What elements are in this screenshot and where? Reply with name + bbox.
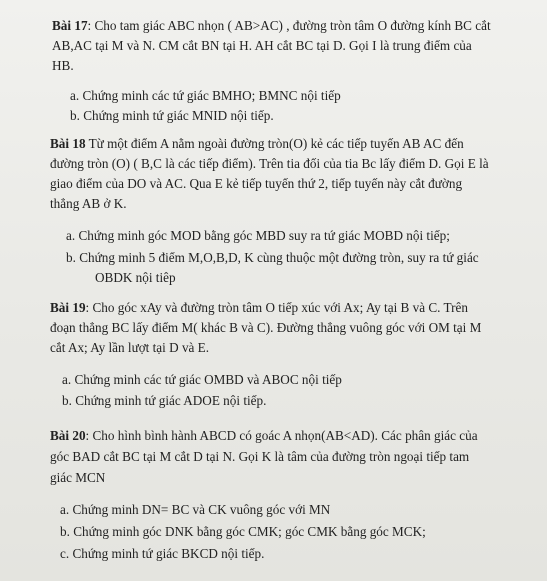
problem-20-line-2: góc BAD cắt BC tại M cắt D tại N. Gọi K là tâm của đường tròn ngoại tiếp tam — [50, 449, 470, 464]
problem-19-item-a: a. Chứng minh các tứ giác OMBD và ABOC nội tiếp — [62, 372, 342, 387]
problem-17-line-1: Bài 17: Cho tam giác ABC nhọn ( AB>AC) , đường tròn tâm O đường kính BC cắt — [52, 18, 491, 33]
problem-17-item-b: b. Chứng minh tứ giác MNID nội tiếp. — [70, 108, 274, 123]
problem-20-line-1: Bài 20: Cho hình bình hành ABCD có goác A nhọn(AB<AD). Các phân giác của — [50, 428, 478, 443]
problem-18-line-4: thẳng AB ở K. — [50, 196, 127, 211]
problem-20-line-3: giác MCN — [50, 470, 106, 485]
problem-19-line-3: cắt Ax; Ay lần lượt tại D và E. — [50, 340, 210, 355]
problem-19-item-b: b. Chứng minh tứ giác ADOE nội tiếp. — [62, 393, 267, 408]
problem-18-item-b: b. Chứng minh 5 điểm M,O,B,D, K cùng thuộc một đường tròn, suy ra tứ giác — [66, 250, 479, 265]
problem-18-item-a: a. Chứng minh góc MOD bằng góc MBD suy ra tứ giác MOBD nội tiếp; — [66, 228, 450, 243]
problem-19-title: Bài 19 — [50, 300, 86, 315]
problem-19-line-2: đoạn thẳng BC lấy điểm M( khác B và C). Đường thẳng vuông góc với OM tại M — [50, 320, 482, 335]
problem-20-item-b: b. Chứng minh góc DNK bằng góc CMK; góc CMK bằng góc MCK; — [60, 524, 426, 539]
problem-17-line-2: AB,AC tại M và N. CM cắt BN tại H. AH cắt BC tại D. Gọi I là trung điểm của — [52, 38, 472, 53]
problem-17-item-a: a. Chứng minh các tứ giác BMHO; BMNC nội tiếp — [70, 88, 341, 103]
problem-20-item-c: c. Chứng minh tứ giác BKCD nội tiếp. — [60, 546, 265, 561]
problem-18-line-2: đường tròn (O) ( B,C là các tiếp điểm). Trên tia đối của tia Bc lấy điểm D. Gọi E là — [50, 156, 489, 171]
problem-18-title: Bài 18 — [50, 136, 86, 151]
problem-19-line-1: Bài 19: Cho góc xAy và đường tròn tâm O tiếp xúc với Ax; Ay tại B và C. Trên — [50, 300, 468, 315]
problem-18-line-3: giao điểm của DO và AC. Qua E kẻ tiếp tuyến thứ 2, tiếp tuyến này cắt đường — [50, 176, 463, 191]
problem-17-line-3: HB. — [52, 58, 74, 73]
problem-18-line-1: Bài 18 Từ một điểm A nằm ngoài đường tròn(O) kẻ các tiếp tuyến AB AC đến — [50, 136, 464, 151]
problem-20-title: Bài 20 — [50, 428, 86, 443]
problem-17-title: Bài 17 — [52, 18, 88, 33]
problem-20-item-a: a. Chứng minh DN= BC và CK vuông góc với MN — [60, 502, 331, 517]
problem-18-item-b-cont: OBDK nội tiêp — [95, 270, 176, 285]
